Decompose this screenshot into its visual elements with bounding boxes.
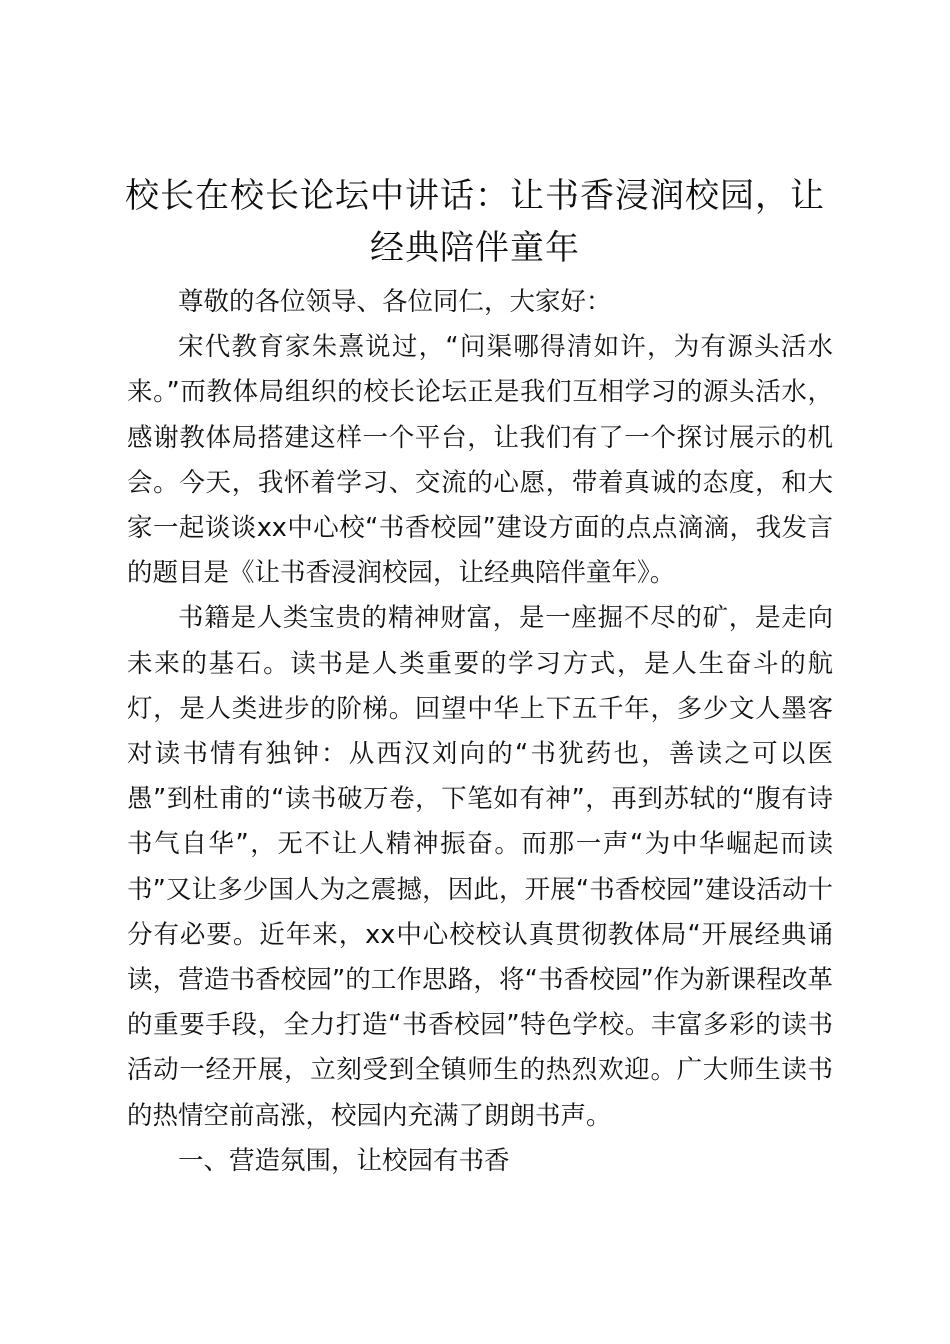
- document-title: 校长在校长论坛中讲话：让书香浸润校园，让经典陪伴童年: [125, 176, 825, 268]
- intro-paragraph: 宋代教育家朱熹说过，“问渠哪得清如许，为有源头活水来。”而教体局组织的校长论坛正是我们互相学习的源头活水，感谢教体局搭建这样一个平台，让我们有了一个探讨展示的机会。今天，我怀着学习、交流的心愿，带着真诚的态度，和大家一起谈谈xx中心校“书香校园”建设方面的点点滴滴，我发言的题目是《让书香浸润校园，让经典陪伴童年》。: [127, 332, 833, 589]
- document-body: [127, 280, 833, 1184]
- body-paragraph: 书籍是人类宝贵的精神财富，是一座掘不尽的矿，是走向未来的基石。读书是人类重要的学习方式，是人生奋斗的航灯，是人类进步的阶梯。回望中华上下五千年，多少文人墨客对读书情有独钟：从西汉刘向的“书犹药也，善读之可以医愚”到杜甫的“读书破万卷，下笔如有神”，再到苏轼的“腹有诗书气自华”，无不让人精神振奋。而那一声“为中华崛起而读书”又让多少国人为之震撼，因此，开展“书香校园”建设活动十分有必要。近年来，xx中心校校认真贯彻教体局“开展经典诵读，营造书香校园”的工作思路，将“书香校园”作为新课程改革的重要手段，全力打造“书香校园”特色学校。丰富多彩的读书活动一经开展，立刻受到全镇师生的热烈欢迎。广大师生读书的热情空前高涨，校园内充满了朗朗书声。: [127, 603, 833, 1131]
- salutation-paragraph: 尊敬的各位领导、各位同仁，大家好：: [178, 287, 612, 317]
- section-heading: 一、营造氛围，让校园有书香: [178, 1145, 510, 1176]
